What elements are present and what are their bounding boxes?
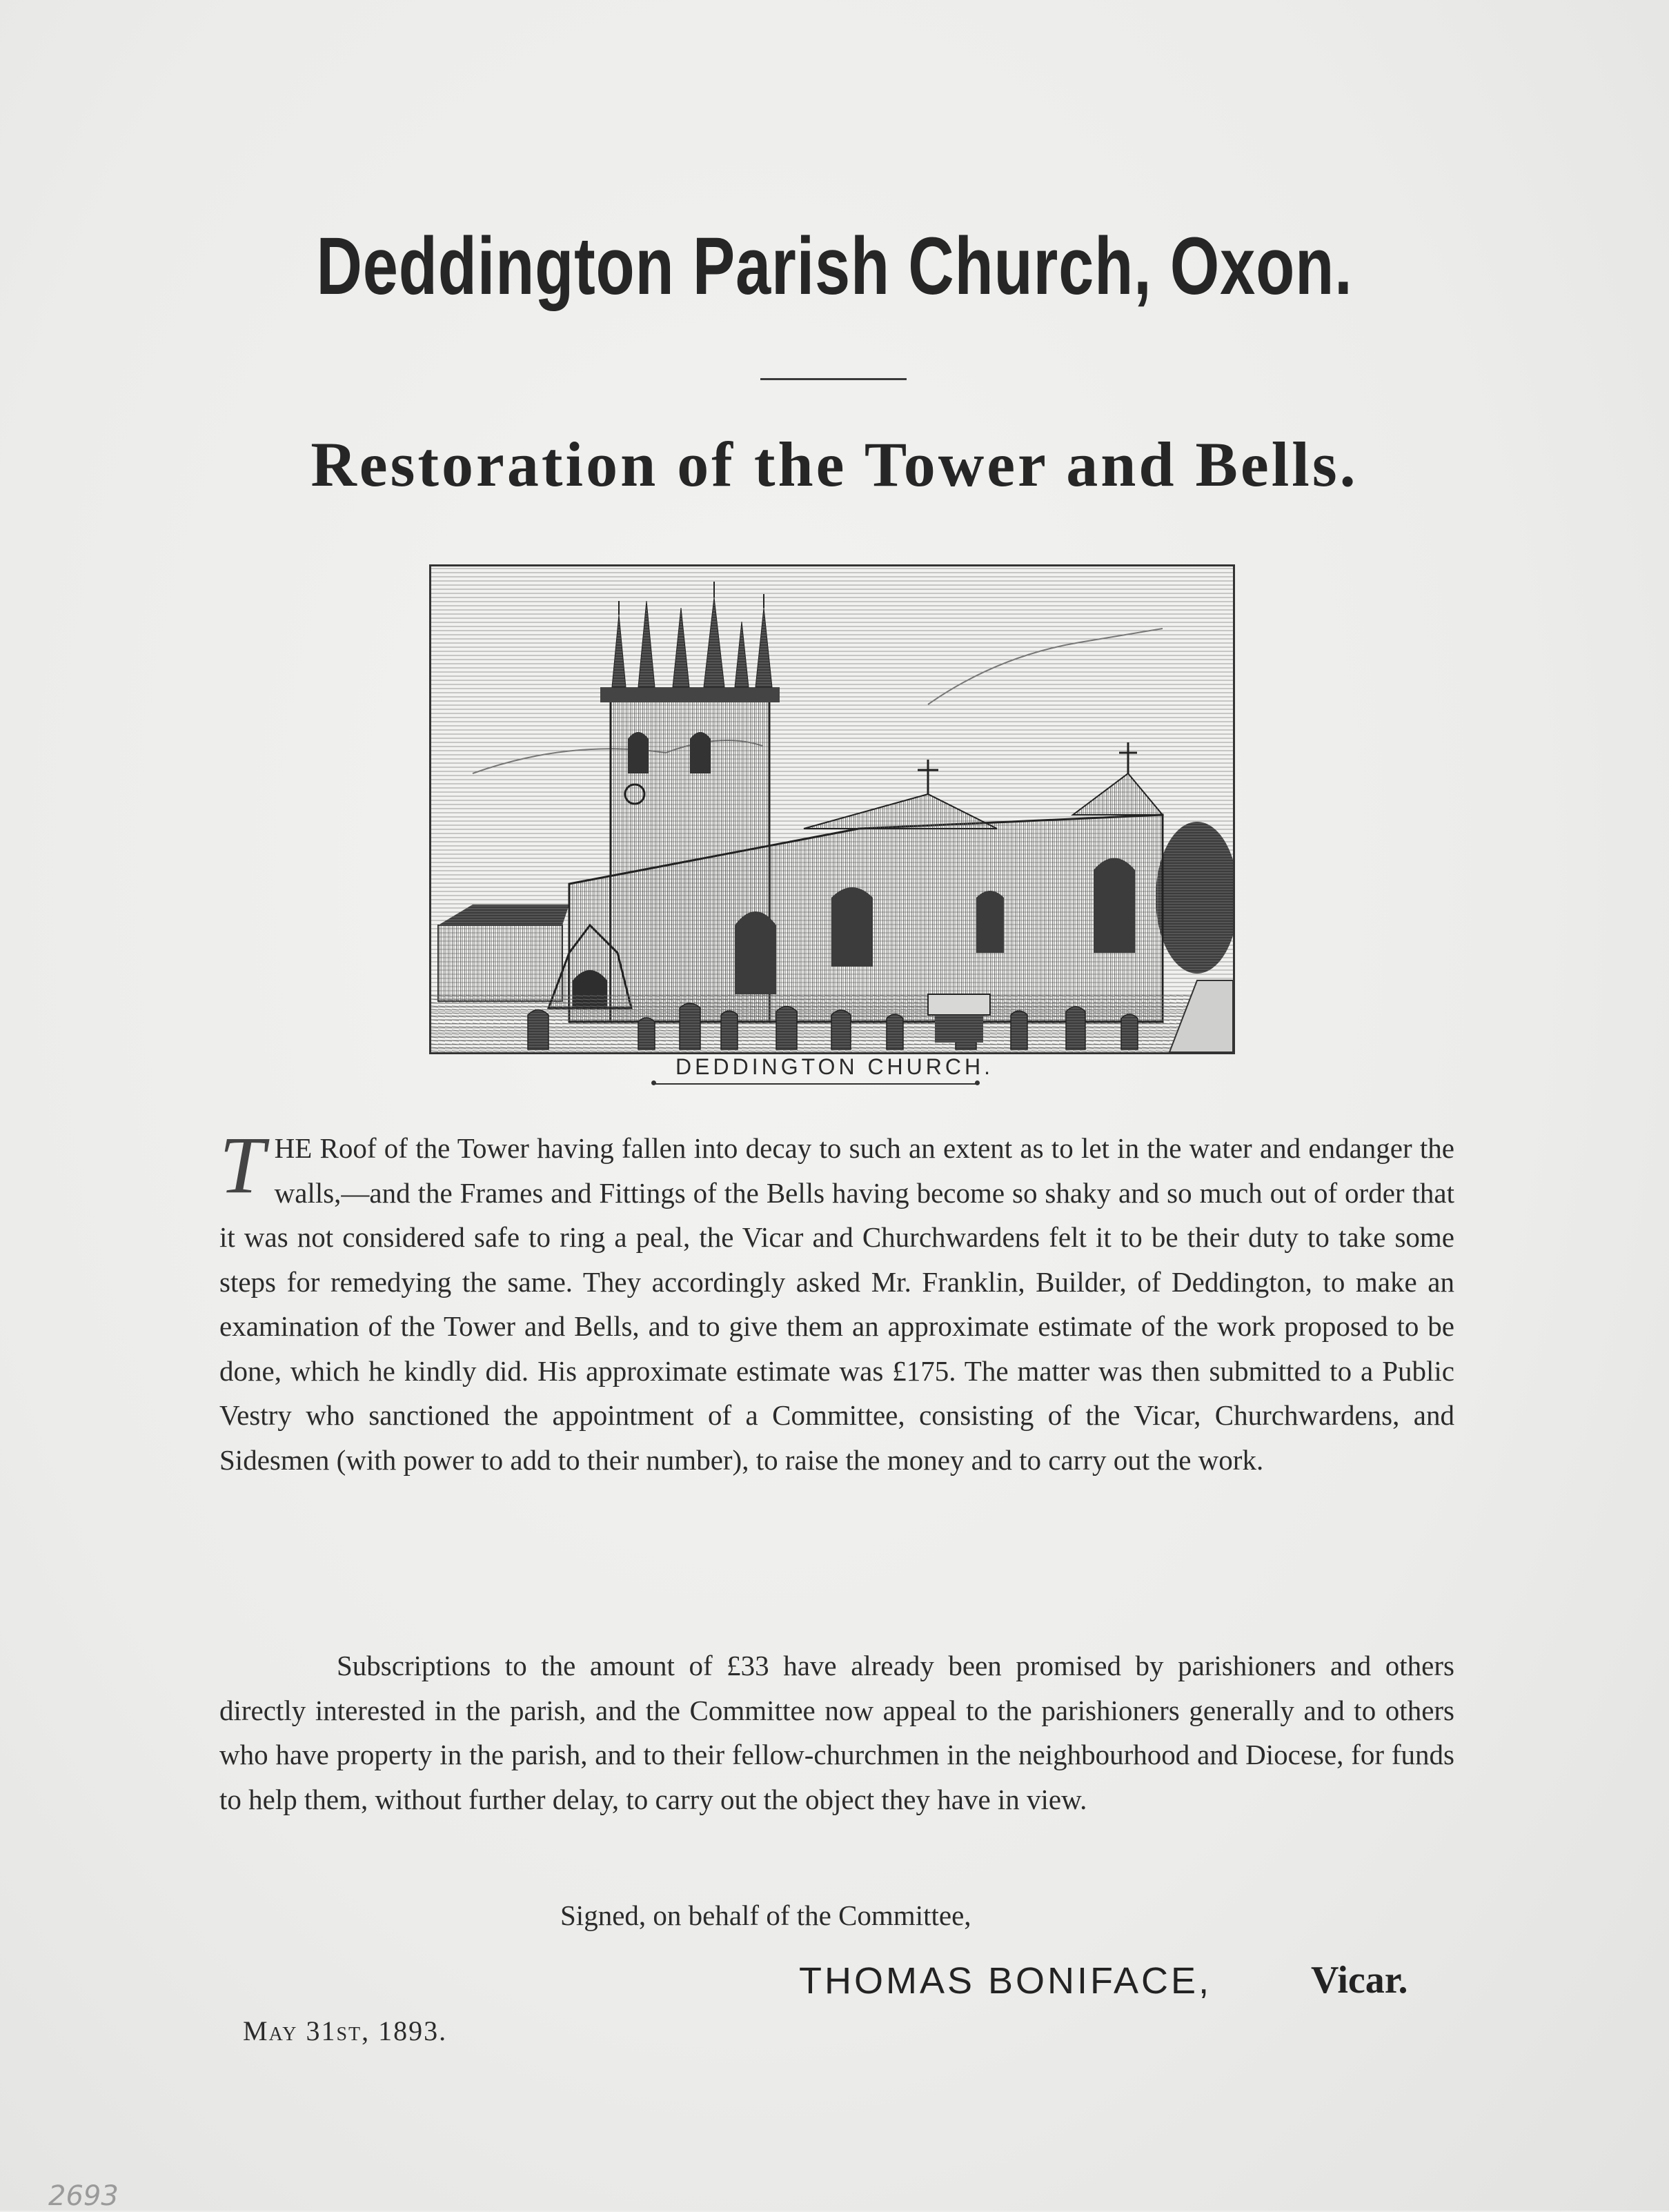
paragraph-1-text: HE Roof of the Tower having fallen into decay to such an extent as to let in the water and endanger the walls,—and the Frames and Fittings of the Bells having become so shaky and so much out of order that it was not considered safe to ring a peal, the Vicar and Churchwardens felt it to be their duty to take some steps for remedying the same. They accordingly asked Mr. Franklin, Builder, of Deddington, to make an examination of the Tower and Bells, and to give them an approximate estimate of the work proposed to be done, which he kindly did. His approximate estimate was £175. The matter was then submitted to a Public Vestry who sanctioned the appointment of a Committee, consisting of the Vicar, Churchwardens, and Sidesmen (with power to add to their number), to raise the money and to carry out the work. [219, 1132, 1454, 1476]
paragraph-2: Subscriptions to the amount of £33 have already been promised by parishioners and others directly interested in the parish, and the Committee now appeal to the parishioners generally and to others who have property in the parish, and to their fellow-churchmen in the neighbourhood and Diocese, for funds to help them, without further delay, to carry out the object they have in view. [219, 1650, 1454, 1815]
caption-dot [975, 1080, 980, 1085]
paragraph-1 [219, 1120, 1454, 1482]
engraving-caption: DEDDINGTON CHURCH. [675, 1054, 994, 1079]
caption-underline [654, 1083, 977, 1085]
document-subtitle: Restoration of the Tower and Bells. [310, 429, 1359, 500]
signed-line: Signed, on behalf of the Committee, [560, 1899, 971, 1931]
church-engraving [429, 564, 1235, 1054]
caption-dot [651, 1080, 656, 1085]
drop-cap: T [219, 1120, 265, 1210]
title-divider [760, 378, 907, 380]
signatory-title: Vicar. [1311, 1959, 1408, 2002]
pencil-margin-note: 2693 [48, 2180, 119, 2212]
church-engraving-image [431, 566, 1233, 1052]
document-date: May 31st, 1893. [243, 2015, 448, 2046]
signatory-name: THOMAS BONIFACE, [799, 1960, 1212, 2002]
document-title: Deddington Parish Church, Oxon. [316, 221, 1353, 312]
